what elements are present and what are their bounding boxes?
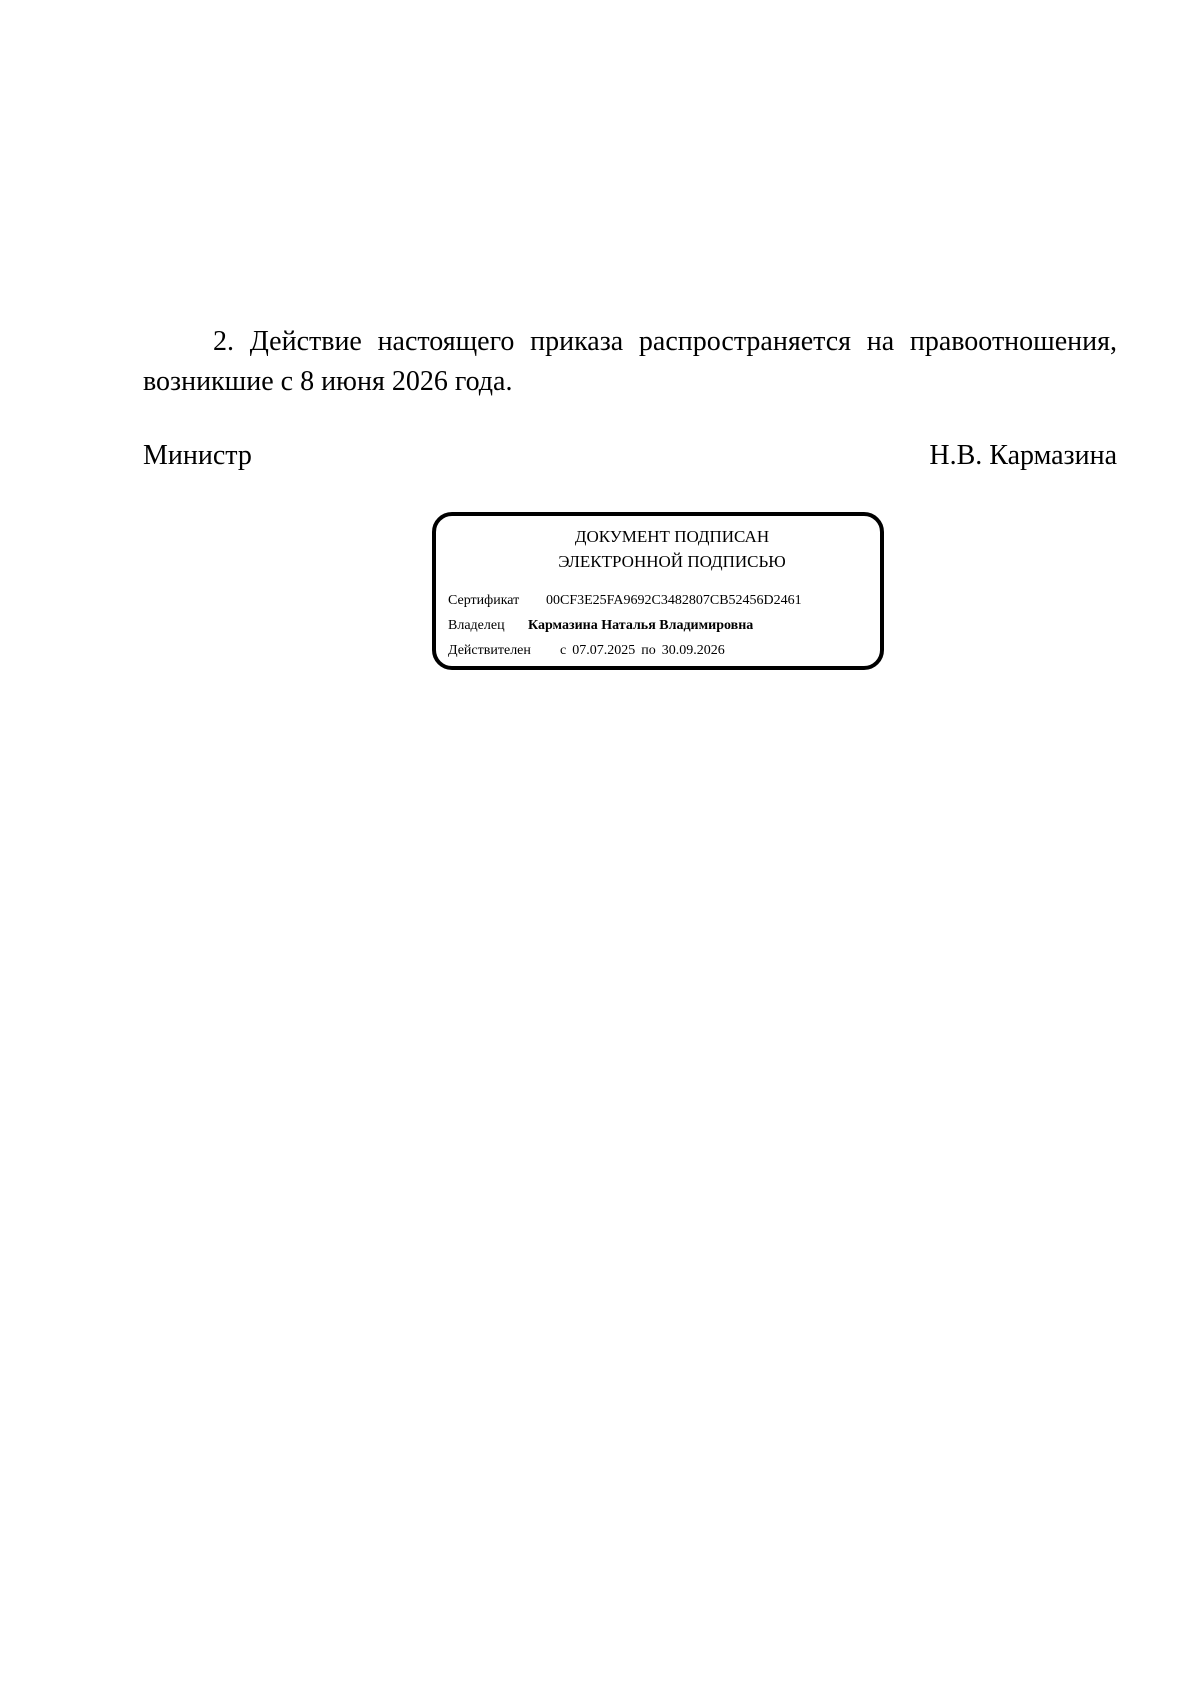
valid-to-date: 30.09.2026 (661, 643, 725, 658)
valid-from-date: 07.07.2025 (572, 643, 636, 658)
valid-from-word: с (560, 643, 567, 658)
valid-label: Действителен (448, 643, 531, 658)
stamp-owner-row (448, 617, 753, 635)
owner-label: Владелец (448, 618, 505, 633)
stamp-validity-row (448, 642, 725, 660)
electronic-signature-stamp (432, 512, 884, 670)
signer-role: Министр (143, 440, 252, 471)
signer-name: Н.В. Кармазина (929, 440, 1117, 471)
stamp-title-line1: ДОКУМЕНТ ПОДПИСАН (574, 527, 770, 546)
signature-block (143, 436, 1117, 476)
valid-to-word: по (641, 643, 656, 658)
paragraph-2: 2. Действие настоящего приказа распространяется на правоотношения, возникшие с 8 июня 2026 года. (143, 326, 1117, 397)
certificate-label: Сертификат (448, 593, 520, 608)
certificate-value: 00CF3E25FA9692C3482807CB52456D2461 (546, 593, 802, 608)
stamp-certificate-row (448, 592, 802, 610)
stamp-title-line2: ЭЛЕКТРОННОЙ ПОДПИСЬЮ (558, 552, 786, 571)
owner-value: Кармазина Наталья Владимировна (528, 618, 754, 633)
